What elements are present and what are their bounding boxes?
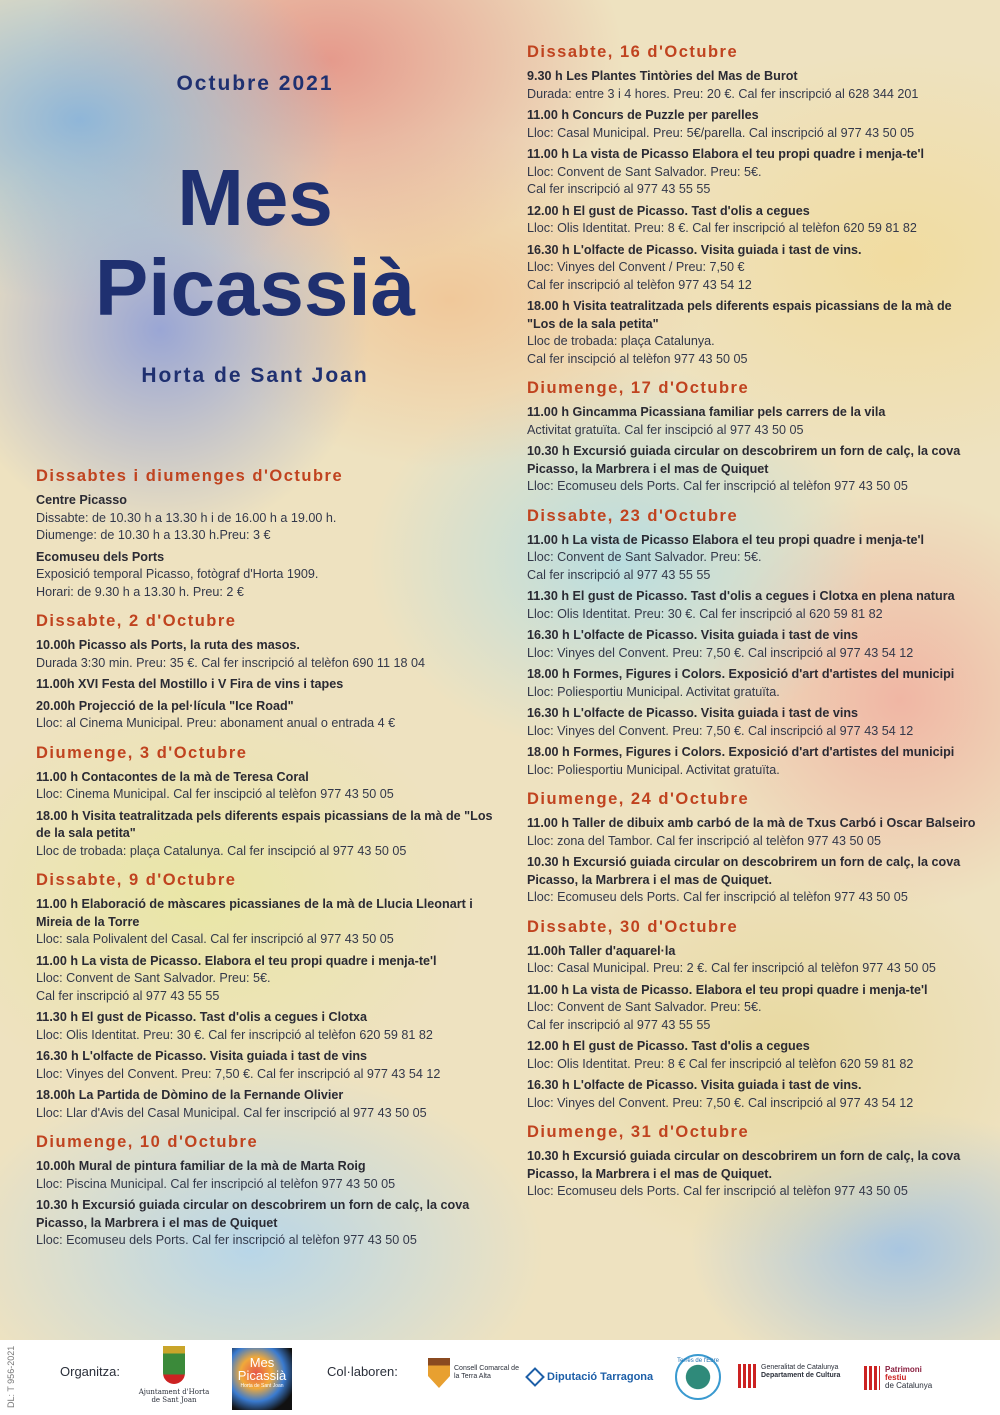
logo-text: de Catalunya [885, 1381, 933, 1390]
event-title: 10.30 h Excursió guiada circular on descobrirem un forn de calç, la cova Picasso, la Marbrera i el mas de Quiquet. [527, 1149, 961, 1181]
event-detail: Lloc: Casal Municipal. Preu: 5€/parella. Cal inscripció al 977 43 50 05 [527, 125, 915, 140]
event-item [527, 666, 982, 701]
terres-ebre-logo [675, 1354, 721, 1400]
event-detail: Horari: de 9.30 h a 13.30 h. Preu: 2 € [36, 584, 244, 599]
logo-text: Terres de l'Ebre [677, 1358, 719, 1364]
event-title: 12.00 h El gust de Picasso. Tast d'olis a cegues [527, 1039, 810, 1053]
event-title: 10.00h Mural de pintura familiar de la mà de Marta Roig [36, 1159, 366, 1173]
consell-comarcal-logo [428, 1358, 520, 1388]
day-section [36, 870, 498, 1122]
event-title: 18.00 h Visita teatralitzada pels diferents espais picassians de la mà de "Los de la sala petita" [36, 808, 493, 840]
event-title: 16.30 h L'olfacte de Picasso. Visita guiada i tast de vins. [527, 1078, 862, 1092]
event-item [527, 982, 982, 1035]
event-detail: Lloc: Convent de Sant Salvador. Preu: 5€. [527, 164, 762, 179]
coat-of-arms-icon [163, 1346, 185, 1384]
event-title: 16.30 h L'olfacte de Picasso. Visita guiada i tast de vins [527, 706, 859, 720]
event-detail: Lloc: Convent de Sant Salvador. Preu: 5€. [527, 550, 762, 564]
day-heading: Diumenge, 17 d'Octubre [527, 379, 750, 397]
event-detail: Lloc: Convent de Sant Salvador. Preu: 5€. [36, 971, 271, 985]
event-title: 10.30 h Excursió guiada circular on descobrirem un forn de calç, la cova Picasso, la Marbrera i el mas de Quiquet. [527, 855, 961, 887]
event-title: 11.00h Taller d'aquarel·la [527, 943, 676, 958]
program-right-column [527, 42, 982, 1211]
day-heading: Diumenge, 24 d'Octubre [527, 790, 750, 808]
event-detail: Lloc: Llar d'Avis del Casal Municipal. Cal fer inscripció al 977 43 50 05 [36, 1105, 427, 1120]
event-detail: Lloc: Vinyes del Convent. Preu: 7,50 €. Cal inscripció al 977 43 54 12 [527, 723, 914, 738]
event-item [527, 242, 982, 295]
event-title: 12.00 h El gust de Picasso. Tast d'olis a cegues [527, 203, 810, 218]
diputacio-logo [528, 1370, 653, 1384]
event-title: 11.00 h La vista de Picasso Elabora el teu propi quadre i menja-te'l [527, 532, 925, 547]
event-item [36, 1087, 498, 1122]
event-title: 18.00 h Visita teatralitzada pels diferents espais picassians de la mà de "Los de la sala petita" [527, 299, 952, 331]
event-title: 11.30 h El gust de Picasso. Tast d'olis a cegues i Clotxa [36, 1010, 368, 1024]
event-detail: Lloc: sala Polivalent del Casal. Cal fer inscripció al 977 43 50 05 [36, 932, 394, 946]
event-title: 11.00 h Concurs de Puzzle per parelles [527, 108, 759, 122]
event-detail: Lloc: Convent de Sant Salvador. Preu: 5€. [527, 1000, 762, 1014]
event-title: 10.00h Picasso als Ports, la ruta des masos. [36, 638, 300, 652]
event-detail: Diumenge: de 10.30 h a 13.30 h.Preu: 3 € [36, 528, 271, 542]
event-item [36, 637, 498, 672]
event-detail: Lloc: Piscina Municipal. Cal fer inscripció al telèfon 977 43 50 05 [36, 1176, 396, 1191]
event-detail: Lloc: zona del Tambor. Cal fer inscripció al telèfon 977 43 50 05 [527, 833, 882, 848]
event-detail: Lloc: Olis Identitat. Preu: 30 €. Cal fer inscripció al 620 59 81 82 [527, 606, 883, 621]
event-title: 11.00 h La vista de Picasso Elabora el teu propi quadre i menja-te'l [527, 147, 925, 161]
footer [0, 1340, 1000, 1415]
event-title: Centre Picasso [36, 493, 127, 507]
generalitat-logo [738, 1364, 853, 1388]
event-item [527, 627, 982, 662]
event-item [527, 588, 982, 623]
event-title: 11.00 h Taller de dibuix amb carbó de la mà de Txus Carbó i Oscar Balseiro [527, 816, 976, 830]
event-title: 11.00 h Elaboració de màscares picassianes de la mà de Llucia Lleonart i Mireia de la Torre [36, 897, 473, 929]
shield-icon [428, 1358, 450, 1388]
event-detail: Cal fer inscripció al telèfon 977 43 54 12 [527, 277, 752, 292]
day-section [527, 506, 982, 780]
event-item [527, 1038, 982, 1073]
day-section [527, 917, 982, 1113]
event-detail: Lloc: Poliesportiu Municipal. Activitat gratuïta. [527, 684, 780, 699]
day-heading: Diumenge, 3 d'Octubre [36, 743, 248, 762]
logo-text: Departament de Cultura [761, 1372, 841, 1379]
event-detail: Lloc: Olis Identitat. Preu: 8 €. Cal fer inscripció al telèfon 620 59 81 82 [527, 221, 917, 235]
event-title: 18.00 h Formes, Figures i Colors. Exposició d'art d'artistes del municipi [527, 745, 955, 759]
event-detail: Lloc: Vinyes del Convent / Preu: 7,50 € [527, 260, 745, 274]
event-item [527, 68, 982, 103]
event-item [527, 943, 982, 978]
logo-text: Generalitat de Catalunya [761, 1364, 839, 1371]
day-section [527, 1122, 982, 1201]
event-item [527, 107, 982, 142]
event-title: 18.00h La Partida de Dòmino de la Fernande Olivier [36, 1088, 344, 1102]
month-label: Octubre 2021 [176, 72, 334, 95]
event-item [527, 744, 982, 779]
event-title: 11.00 h Contacontes de la mà de Teresa Coral [36, 769, 309, 784]
event-title: 16.30 h L'olfacte de Picasso. Visita guiada i tast de vins. [527, 242, 862, 257]
event-detail: Lloc: Vinyes del Convent. Preu: 7,50 €. Cal fer inscripció al 977 43 54 12 [36, 1066, 441, 1081]
event-detail: Cal fer inscipció al telèfon 977 43 50 05 [527, 351, 748, 366]
event-item [36, 676, 498, 694]
event-item [527, 443, 982, 496]
event-title: 16.30 h L'olfacte de Picasso. Visita guiada i tast de vins [527, 628, 859, 642]
event-detail: Lloc: Poliesportiu Municipal. Activitat gratuïta. [527, 762, 780, 777]
event-item [527, 1148, 982, 1201]
event-detail: Lloc: Vinyes del Convent. Preu: 7,50 €. Cal inscripció al 977 43 54 12 [527, 645, 914, 660]
event-item [527, 298, 982, 368]
event-detail: Lloc: Olis Identitat. Preu: 30 €. Cal fer inscripció al telèfon 620 59 81 82 [36, 1027, 433, 1042]
event-detail: Cal fer inscripció al 977 43 55 55 [527, 567, 711, 582]
day-heading: Diumenge, 31 d'Octubre [527, 1123, 750, 1141]
event-item [36, 698, 498, 733]
event-detail: Dissabte: de 10.30 h a 13.30 h i de 16.00 h a 19.00 h. [36, 510, 337, 525]
event-detail: Durada 3:30 min. Preu: 35 €. Cal fer inscripció al telèfon 690 11 18 04 [36, 655, 426, 670]
event-item [527, 404, 982, 439]
event-item [36, 549, 498, 602]
senyera-icon [738, 1364, 756, 1388]
program-left-column [36, 466, 498, 1260]
day-heading: Dissabte, 23 d'Octubre [527, 506, 739, 525]
ajuntament-logo [135, 1346, 213, 1404]
event-item [36, 1009, 498, 1044]
logo-text: Consell Comarcal de la Terra Alta [454, 1365, 519, 1380]
event-title: 11.30 h El gust de Picasso. Tast d'olis a cegues i Clotxa en plena natura [527, 589, 955, 603]
event-title: 11.00 h La vista de Picasso. Elabora el teu propi quadre i menja-te'l [36, 953, 437, 968]
legal-deposit: DL: T 956-2021 [6, 1345, 16, 1408]
day-section [36, 611, 498, 733]
event-item [527, 815, 982, 850]
event-title: 11.00 h Gincamma Picassiana familiar pels carrers de la vila [527, 405, 886, 419]
day-section [36, 743, 498, 861]
event-title: 11.00h XVI Festa del Mostillo i V Fira de vins i tapes [36, 677, 344, 691]
event-item [527, 203, 982, 238]
organitza-label: Organitza: [60, 1364, 120, 1379]
event-detail: Lloc: Vinyes del Convent. Preu: 7,50 €. Cal inscripció al 977 43 54 12 [527, 1095, 914, 1110]
event-title: 11.00 h La vista de Picasso. Elabora el teu propi quadre i menja-te'l [527, 982, 928, 997]
event-item [527, 854, 982, 907]
day-heading: Dissabte, 30 d'Octubre [527, 917, 739, 936]
event-item [36, 1197, 498, 1250]
poster-title-line1: Mes [177, 153, 333, 242]
event-detail: Lloc: Ecomuseu dels Ports. Cal fer inscripció al telèfon 977 43 50 05 [527, 479, 908, 493]
logo-text: Mes [249, 1355, 275, 1370]
day-heading: Dissabte, 9 d'Octubre [36, 871, 237, 889]
ajuntament-name: Ajuntament d'Horta de Sant Joan [138, 1388, 210, 1404]
event-detail: Lloc de trobada: plaça Catalunya. Cal fer inscipció al 977 43 50 05 [36, 843, 407, 858]
logo-text: festiu [885, 1373, 907, 1382]
event-item [36, 769, 498, 804]
day-section [36, 1132, 498, 1250]
event-detail: Cal fer inscripció al 977 43 55 55 [527, 182, 711, 196]
event-detail: Lloc: Ecomuseu dels Ports. Cal fer inscripció al telèfon 977 43 50 05 [527, 1184, 908, 1198]
event-item [527, 1077, 982, 1112]
event-title: 10.30 h Excursió guiada circular on descobrirem un forn de calç, la cova Picasso, la Marbrera i el mas de Quiquet [36, 1198, 470, 1230]
day-heading: Diumenge, 10 d'Octubre [36, 1133, 259, 1151]
collaboren-label: Col·laboren: [327, 1364, 398, 1379]
event-detail: Cal fer inscripció al 977 43 55 55 [36, 988, 220, 1003]
day-section [36, 466, 498, 601]
place-label: Horta de Sant Joan [141, 364, 369, 387]
event-title: 16.30 h L'olfacte de Picasso. Visita guiada i tast de vins [36, 1049, 368, 1063]
event-title: 18.00 h Formes, Figures i Colors. Exposició d'art d'artistes del municipi [527, 667, 955, 681]
event-item [527, 532, 982, 585]
day-heading: Dissabte, 2 d'Octubre [36, 612, 237, 630]
event-item [36, 896, 498, 949]
event-detail: Exposició temporal Picasso, fotògraf d'Horta 1909. [36, 567, 319, 581]
event-detail: Lloc: Ecomuseu dels Ports. Cal fer inscripció al telèfon 977 43 50 05 [36, 1233, 417, 1247]
event-detail: Lloc: Olis Identitat. Preu: 8 € Cal fer inscripció al telèfon 620 59 81 82 [527, 1056, 914, 1071]
event-detail: Lloc de trobada: plaça Catalunya. [527, 334, 715, 348]
event-title: 10.30 h Excursió guiada circular on descobrirem un forn de calç, la cova Picasso, la Marbrera i el mas de Quiquet [527, 444, 961, 476]
day-heading: Dissabte, 16 d'Octubre [527, 43, 739, 61]
logo-text: Horta de Sant Joan [240, 1383, 284, 1389]
logo-text: Picassià [237, 1368, 287, 1383]
poster-title-line2: Picassià [94, 243, 416, 332]
event-item [36, 492, 498, 545]
day-heading: Dissabtes i diumenges d'Octubre [36, 467, 344, 485]
event-item [36, 953, 498, 1006]
event-title: 20.00h Projecció de la pel·lícula "Ice Road" [36, 698, 294, 713]
event-item [527, 705, 982, 740]
logo-text: Patrimoni [885, 1365, 922, 1374]
event-detail: Cal fer inscripció al 977 43 55 55 [527, 1017, 711, 1032]
stripes-icon [864, 1366, 880, 1390]
event-title: Ecomuseu dels Ports [36, 549, 165, 564]
event-item [36, 1158, 498, 1193]
event-detail: Lloc: al Cinema Municipal. Preu: abonament anual o entrada 4 € [36, 716, 396, 730]
event-item [36, 1048, 498, 1083]
event-detail: Lloc: Ecomuseu dels Ports. Cal fer inscripció al telèfon 977 43 50 05 [527, 890, 908, 904]
patrimoni-festiu-logo [864, 1366, 932, 1390]
diamond-icon [525, 1367, 545, 1387]
event-detail: Activitat gratuïta. Cal fer inscipció al 977 43 50 05 [527, 422, 804, 437]
event-detail: Lloc: Cinema Municipal. Cal fer inscipció al telèfon 977 43 50 05 [36, 787, 394, 801]
event-detail: Durada: entre 3 i 4 hores. Preu: 20 €. Cal fer inscripció al 628 344 201 [527, 86, 919, 101]
day-section [527, 378, 982, 496]
event-item [36, 808, 498, 861]
mes-picassia-logo [232, 1348, 292, 1410]
day-section [527, 42, 982, 368]
event-title: 9.30 h Les Plantes Tintòries del Mas de Burot [527, 69, 798, 83]
day-section [527, 789, 982, 907]
logo-text: Diputació Tarragona [547, 1371, 654, 1383]
event-item [527, 146, 982, 199]
event-detail: Lloc: Casal Municipal. Preu: 2 €. Cal fer inscripció al telèfon 977 43 50 05 [527, 961, 936, 975]
